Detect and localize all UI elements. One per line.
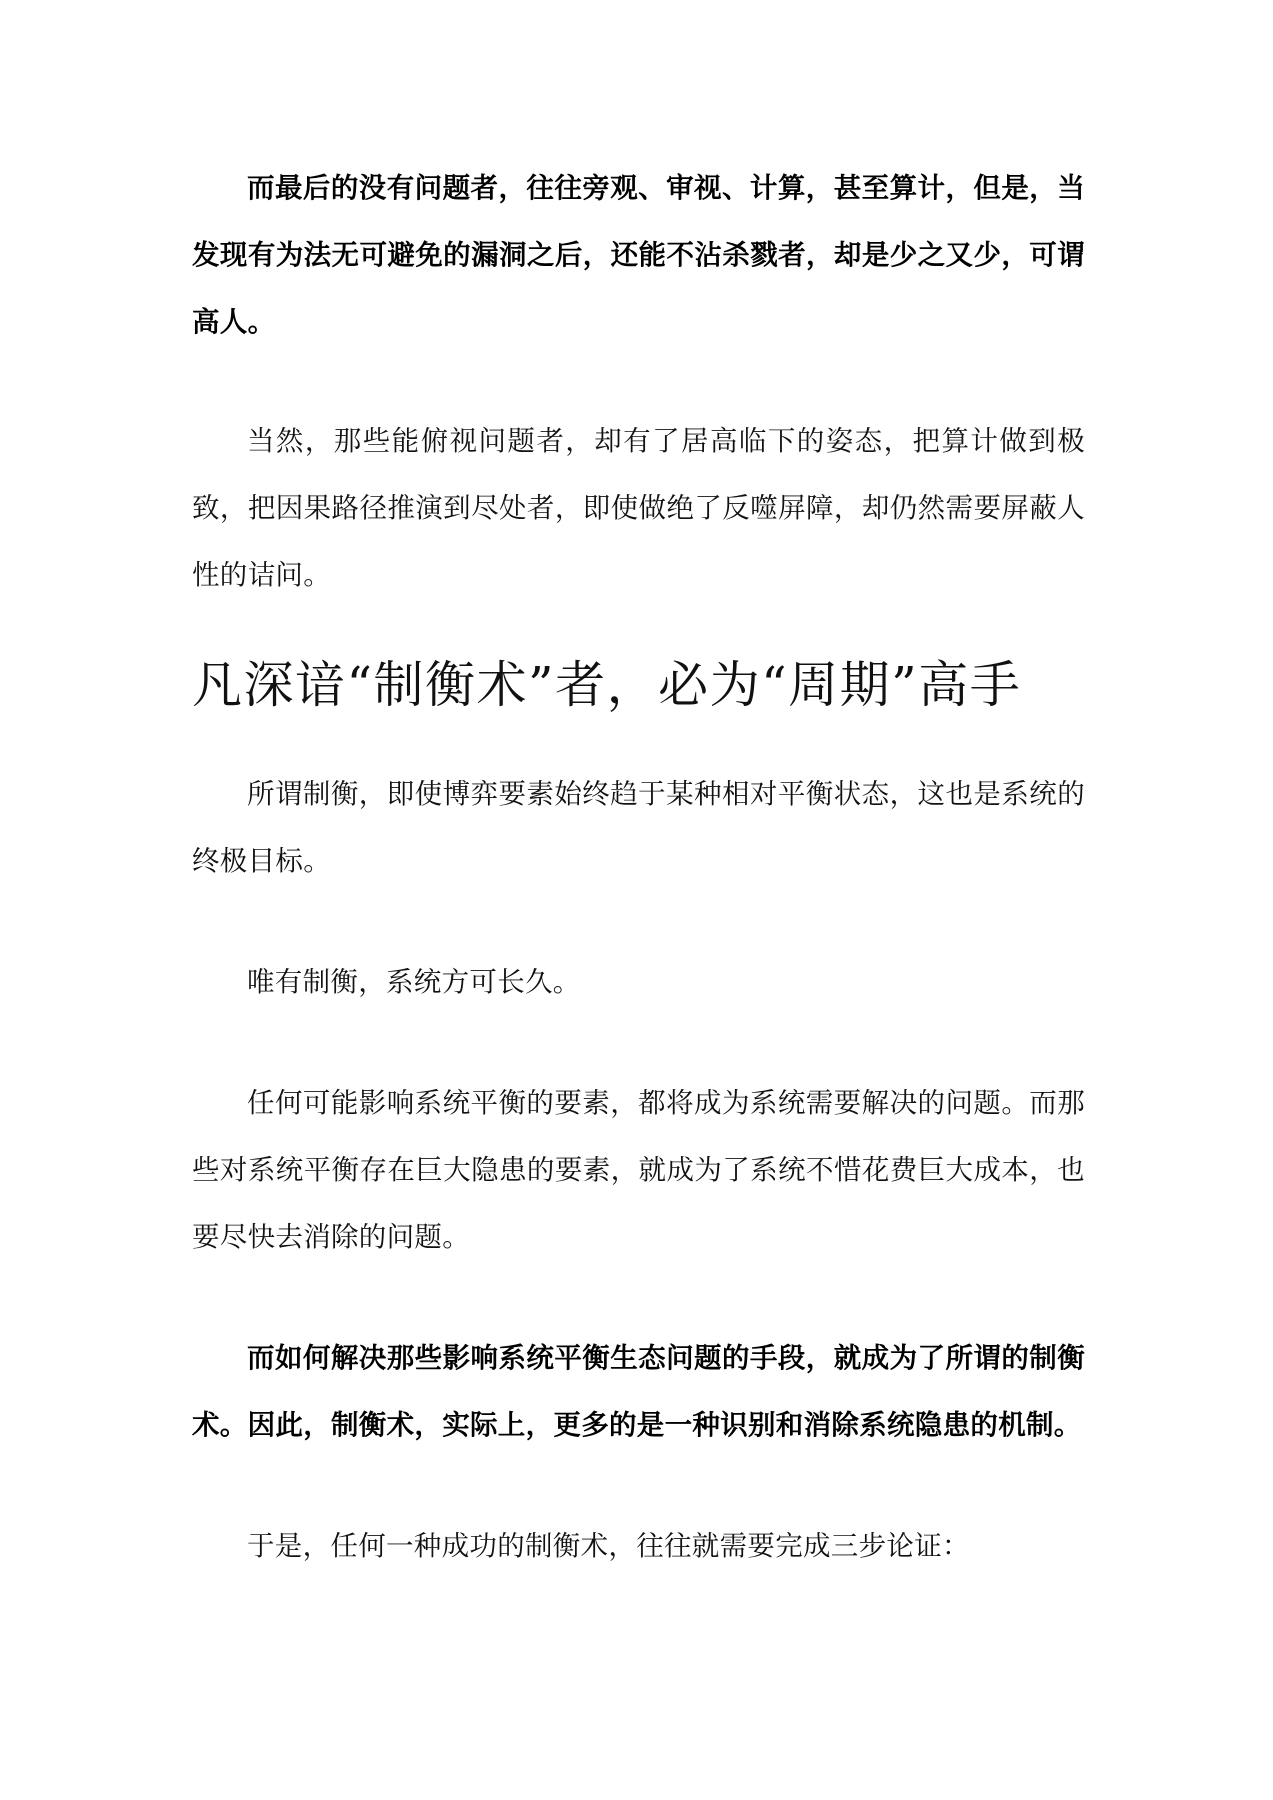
paragraph-overlooking-problems: 当然，那些能俯视问题者，却有了居高临下的姿态，把算计做到极致，把因果路径推演到尽处者，即使做绝了反噬屏障，却仍然需要屏蔽人性的诘问。 xyxy=(192,425,1085,591)
section-heading: 凡深谙“制衡术”者，必为“周期”高手 xyxy=(192,656,1022,714)
document-body xyxy=(192,155,1085,1634)
paragraph-balance-technique: 而如何解决那些影响系统平衡生态问题的手段，就成为了所谓的制衡术。因此，制衡术，实际上，更多的是一种识别和消除系统隐患的机制。 xyxy=(192,1342,1085,1441)
paragraph-no-problem-observers: 而最后的没有问题者，往往旁观、审视、计算，甚至算计，但是，当发现有为法无可避免的漏洞之后，还能不沾杀戮者，却是少之又少，可谓高人。 xyxy=(192,172,1085,338)
paragraph-balance-factors: 任何可能影响系统平衡的要素，都将成为系统需要解决的问题。而那些对系统平衡存在巨大隐患的要素，就成为了系统不惜花费巨大成本，也要尽快去消除的问题。 xyxy=(192,1087,1085,1253)
paragraph-three-step-argument: 于是，任何一种成功的制衡术，往往就需要完成三步论证： xyxy=(247,1530,970,1562)
paragraph-definition-of-balance: 所谓制衡，即使博弈要素始终趋于某种相对平衡状态，这也是系统的终极目标。 xyxy=(192,778,1085,877)
paragraph-only-balance: 唯有制衡，系统方可长久。 xyxy=(247,966,581,998)
